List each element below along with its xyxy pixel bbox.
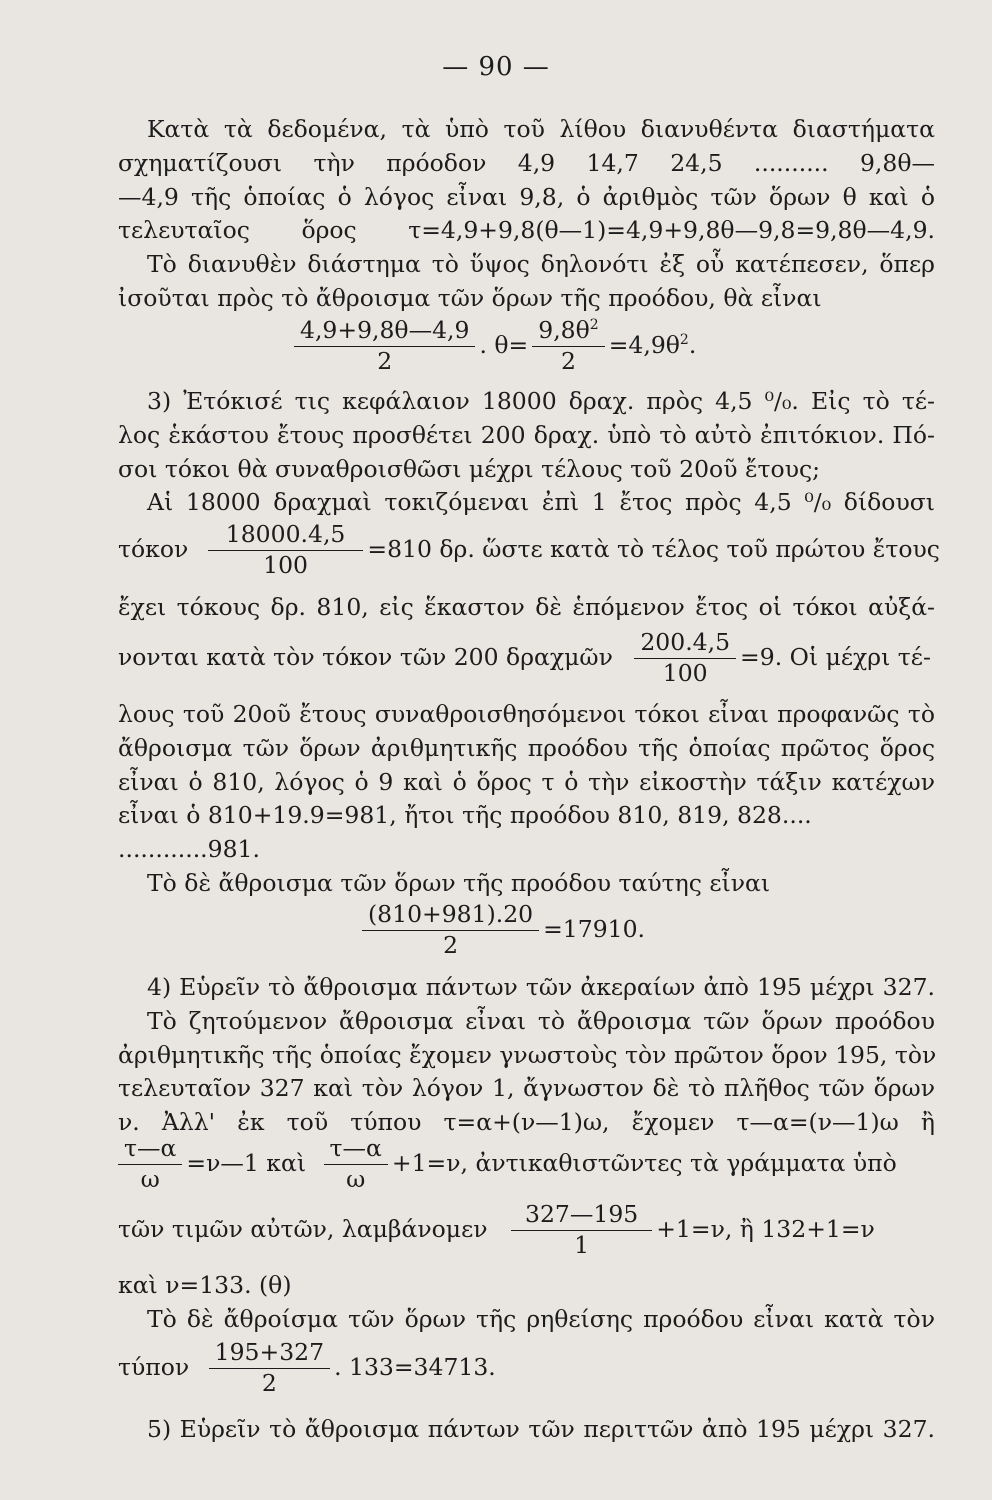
text-line: Τὸ διανυθὲν διάστημα τὸ ὕψος δηλονότι ἐξ οὗ κατέπεσεν, ὅπερ <box>147 250 935 278</box>
fraction: $\frac{18000.4,5}{100}$ <box>208 522 364 579</box>
text-line: ἀριθμητικῆς τῆς ὁποίας ἔχομεν γνωστοὺς τὸν πρῶτον ὅρον 195, τὸν <box>118 1041 937 1069</box>
equation: $\frac{(810+981).20}{2}$ =17910. <box>358 902 858 959</box>
fraction: $\frac{\tau—\alpha}{\omega}$ <box>118 1136 182 1193</box>
fraction: $\frac{195+327}{2}$ <box>209 1340 330 1397</box>
text-line: Τὸ δὲ ἄθροίσμα τῶν ὅρων τῆς ρηθείσης προόδου εἶναι κατὰ τὸν <box>147 1305 935 1333</box>
text-line: ν. Ἀλλ' ἐκ τοῦ τύπου τ=α+(ν—1)ω, ἔχομεν τ—α=(ν—1)ω ἢ <box>118 1108 935 1136</box>
text-line: Τὸ δὲ ἄθροισμα τῶν ὅρων τῆς προόδου ταύτης εἶναι <box>147 869 771 897</box>
text-line: σχηματίζουσι τὴν πρόοδον 4,9 14,7 24,5 .......... 9,8θ— <box>118 149 935 177</box>
equation-line: τῶν τιμῶν αὐτῶν, λαμβάνομεν $\frac{327—195}{1}$ +1=ν, ἢ 132+1=ν <box>118 1200 875 1259</box>
text-line: σοι τόκοι θὰ συναθροισθῶσι μέχρι τέλους τοῦ 20οῦ ἔτους; <box>118 455 821 483</box>
text-line: ἔχει τόκους δρ. 810, εἰς ἕκαστον δὲ ἑπόμενον ἔτος οἱ τόκοι αὐξά- <box>118 593 935 621</box>
fraction: $\frac{4,9+9,8\theta—4,9}{2}$ <box>294 318 475 375</box>
fraction: $\frac{327—195}{1}$ <box>511 1202 652 1259</box>
text-line: 5) Εὑρεῖν τὸ ἄθροισμα πάντων τῶν περιττῶν ἀπὸ 195 μέχρι 327. <box>147 1415 935 1443</box>
text-line: ἰσοῦται πρὸς τὸ ἄθροισμα τῶν ὅρων τῆς προόδου, θὰ εἶναι <box>118 284 822 312</box>
equation-line: $\frac{\tau—\alpha}{\omega}$ =ν—1 καὶ $\frac{\tau—\alpha}{\omega}$ +1=ν, ἀντικαθιστῶντες τὰ γράμματα ὑπὸ <box>118 1136 935 1193</box>
fraction: $\frac{200.4,5}{100}$ <box>634 630 736 687</box>
text-line: εἶναι ὁ 810, λόγος ὁ 9 καὶ ὁ ὅρος τ ὁ τὴν εἰκοστὴν τάξιν κατέχων <box>118 768 935 796</box>
text-line: Κατὰ τὰ δεδομένα, τὰ ὑπὸ τοῦ λίθου διανυθέντα διαστήματα <box>147 115 935 143</box>
text-line: καὶ ν=133. (θ) <box>118 1271 292 1299</box>
fraction: $\frac{\tau—\alpha}{\omega}$ <box>324 1136 388 1193</box>
text-line: λους τοῦ 20οῦ ἔτους συναθροισθησόμενοι τόκοι εἶναι προφανῶς τὸ <box>118 700 935 728</box>
text-line: τελευταῖος ὅρος τ=4,9+9,8(θ—1)=4,9+9,8θ—9,8=9,8θ—4,9. <box>118 216 935 244</box>
text-line: λος ἑκάστου ἔτους προσθέτει 200 δραχ. ὑπὸ τὸ αὐτὸ ἐπιτόκιον. Πό- <box>118 421 935 449</box>
text-line: τελευταῖον 327 καὶ τὸν λόγον 1, ἄγνωστον δὲ τὸ πλῆθος τῶν ὅρων <box>118 1074 935 1102</box>
text-line: εἶναι ὁ 810+19.9=981, ἤτοι τῆς προόδου 810, 819, 828.... <box>118 801 812 829</box>
text-line: ἄθροισμα τῶν ὅρων ἀριθμητικῆς προόδου τῆς ὁποίας πρῶτος ὅρος <box>118 734 935 762</box>
equation-line: τόκον $\frac{18000.4,5}{100}$ =810 δρ. ὥστε κατὰ τὸ τέλος τοῦ πρώτου ἔτους <box>118 520 940 579</box>
fraction: $\frac{9,8\theta^2}{2}$ <box>532 318 604 375</box>
text-line: Τὸ ζητούμενον ἄθροισμα εἶναι τὸ ἄθροισμα τῶν ὅρων προόδου <box>147 1007 935 1035</box>
text-line: Αἱ 18000 δραχμαὶ τοκιζόμεναι ἐπὶ 1 ἔτος πρὸς 4,5 ⁰/₀ δίδουσι <box>147 488 935 516</box>
fraction: $\frac{(810+981).20}{2}$ <box>362 902 539 959</box>
text-line: 3) Ἐτόκισέ τις κεφάλαιον 18000 δραχ. πρὸς 4,5 ⁰/₀. Εἰς τὸ τέ- <box>147 387 935 415</box>
text-line: ............981. <box>118 835 260 863</box>
text-line: 4) Εὑρεῖν τὸ ἄθροισμα πάντων τῶν ἀκεραίων ἀπὸ 195 μέχρι 327. <box>147 973 935 1001</box>
equation: $\frac{4,9+9,8\theta—4,9}{2}$ . θ= $\frac{9,8\theta^2}{2}$ $=4,9\theta^2$. <box>290 318 850 375</box>
page-number: — 90 — <box>442 52 550 82</box>
text-line: —4,9 τῆς ὁποίας ὁ λόγος εἶναι 9,8, ὁ ἀριθμὸς τῶν ὅρων θ καὶ ὁ <box>118 183 935 211</box>
equation-line: νονται κατὰ τὸν τόκον τῶν 200 δραχμῶν $\frac{200.4,5}{100}$ =9. Οἱ μέχρι τέ- <box>118 628 931 687</box>
equation-line: τύπον $\frac{195+327}{2}$ . 133=34713. <box>118 1338 496 1397</box>
